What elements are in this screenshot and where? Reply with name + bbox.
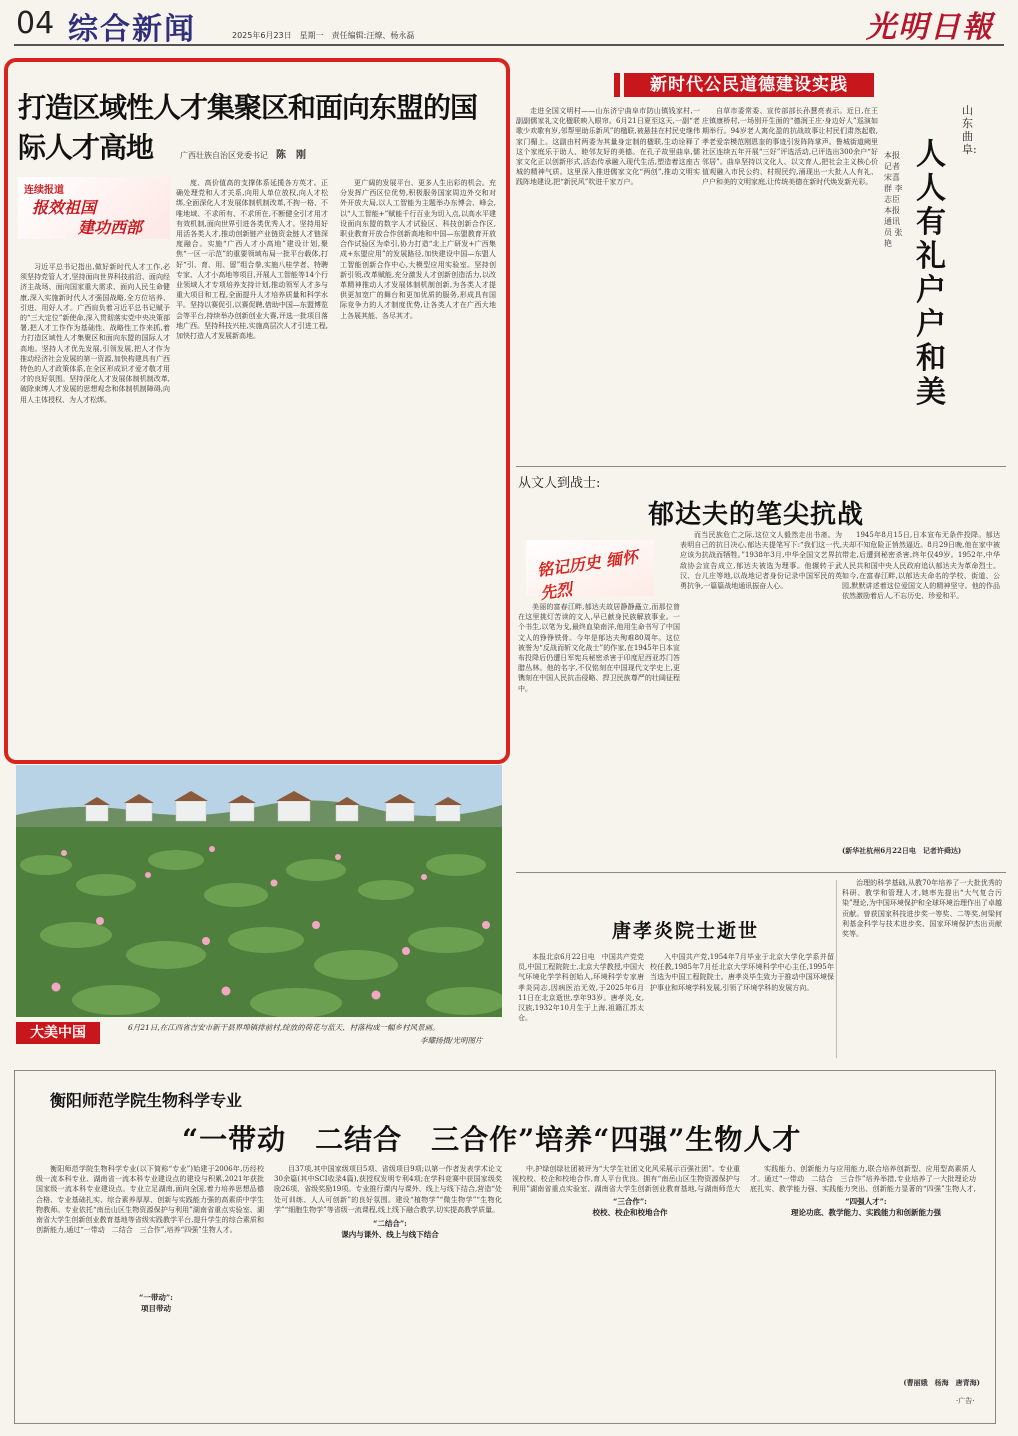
ad-col4-text: 实践能力、创新能力与应用能力,联合培养创新型、应用型高素质人才。通过“一带动 二结合 三合作”培养举措,专业培养了一大批理论功底扎实、教学能力强、实践能力突出、创新能力显著的“四强”生物人才, <box>750 1165 976 1194</box>
ad-subhead-1: “一带动”: 项目带动 <box>139 1293 173 1313</box>
ad-column-2a <box>274 1164 502 1214</box>
ad-column-3b <box>512 1222 740 1410</box>
ad-column-1b <box>36 1320 264 1410</box>
yu-col1-text: 美丽的富春江畔,郁达夫故居静静矗立,而那位曾在这里挑灯苦读的文人,早已献身民族解放事业。一个书生,以笔为戈,最终血染南洋,他用生命书写了中国文人的铮铮铁骨。今年是郁达夫殉难80周年。这位被誉为“反战而斩文化战士”的作家,在1945年日本宣布投降后仍遭日军宪兵秘密杀害于印度尼西亚苏门答腊丛林。他的名字,不仅铭刻在中国现代文学史上,更镌刻在中国人民抗击侵略、捍卫民族尊严的壮阔征程中。 <box>518 603 680 693</box>
yu-column-1 <box>518 602 680 862</box>
ad-kicker: 衡阳师范学院生物科学专业 <box>50 1091 243 1110</box>
photo-column-label: 大美中国 <box>16 1022 100 1044</box>
lead-col1-text: 习近平总书记指出,做好新时代人才工作,必须坚持党管人才,坚持面向世界科技前沿、面向经济主战场、面向国家重大需求、面向人民生命健康,深入实施新时代人才强国战略,全方位培养、引进、用好人才。广西肩负着习近平总书记赋予的“三大定位”新使命,深入贯彻落实党中央决策部署,把人才工作作为基础性、战略性工作来抓,着力打造区域性人才集聚区和面向东盟的国际人才高地。坚持人才优先发展,引领发展,把人才作为推动经济社会发展的第一资源,加快构建具有广西特色的人才政策体系,在全区形成识才爱才敬才用才的良好氛围。坚持深化人才发展体制机制改革,破除束缚人才发展的思想观念和体制机制障碍,向用人主体授权、为人才松绑。 <box>20 263 170 404</box>
obituary-headline[interactable]: 唐孝炎院士逝世 <box>612 920 760 942</box>
ad-column-4b <box>750 1222 976 1392</box>
byline-name: 陈 刚 <box>276 150 306 161</box>
memory-badge <box>526 540 654 603</box>
civic-headline[interactable]: 人人有礼 户户和美 <box>916 137 976 410</box>
ad-subhead-4: “四强人才”: 理论功底、教学能力、实践能力和创新能力强 <box>791 1197 941 1217</box>
ad-headline[interactable]: “一带动 二结合 三合作”培养“四强”生物人才 <box>182 1123 802 1156</box>
yu-column-2 <box>680 530 842 862</box>
byline-org: 广西壮族自治区党委书记 <box>180 151 268 160</box>
yu-col3-text: 1945年8月15日,日本宣布无条件投降。郁达夫却不知危险正悄然逼近。8月29日晚,他在家中被带走,后遭到秘密杀害,终年仅49岁。1952年,中华人民共和国中央人民政府追认郁达夫为革命烈士。如今,在富春江畔,以郁达夫命名的学校、街道、公园,默默讲述着这位爱国文人的精神坚守。他的作品依然激励着后人,不忘历史、珍爱和平。 <box>842 531 1000 601</box>
ad-signoff: (曹丽娥 杨海 唐青海) <box>903 1378 980 1387</box>
memory-badge-text: 铭记历史 缅怀先烈 <box>535 547 640 603</box>
civic-column-1 <box>516 106 700 450</box>
header-rule <box>14 44 1004 46</box>
page-number: 04 <box>16 6 55 41</box>
lead-column-2 <box>176 178 328 744</box>
civic-kicker: 山东曲阜: <box>962 104 977 156</box>
lead-column-1 <box>20 262 170 742</box>
ad-col1-text: 衡阳师范学院生物科学专业(以下简称“专业”)始建于2006年,历经校级一流本科专业、湖南省一流本科专业建设点的建设与积累,2021年获批国家级一流本科专业建设点。专业立足湖南,面向全国,着力培养思想品德合格、专业基础扎实、综合素养厚厚、创新与实践能力强的高素质中学生物教师。专业依托“南岳山区生物资源保护与利用”湖南省重点实验室、湖南省大学生创新创业教育基地等省级实践教学平台,提升学生的综合素质和创新能力,通过“一带动 二结合 三合作”,培养“四强”生物人才。 <box>36 1165 264 1235</box>
series-badge-line2: 报效祖国 <box>32 198 97 217</box>
ad-marker: ·广告· <box>956 1397 975 1405</box>
yu-headline[interactable]: 郁达夫的笔尖抗战 <box>648 500 865 530</box>
obit-col1-text: 本报北京6月22日电 中国共产党党员,中国工程院院士,北京大学教授,中国大气环境化学学科创始人,环境科学专家唐孝炎同志,因病医治无效,于2025年6月11日在北京逝世,享年93岁。唐孝炎,女,汉族,1932年10月生于上海,祖籍江苏太仓。 <box>518 953 644 1023</box>
civic-column-2 <box>702 106 878 450</box>
ad-col3-text: 中,护绿创绿社团被评为“大学生社团文化风采展示百强社团”。专业重视校校、校企和校地合作,育人平台优良。拥有“南岳山区生物资源保护与利用”湖南省重点实验室、湖南省大学生创新创业教育基地,与湖南师范大 <box>512 1165 740 1194</box>
obituary-column-1 <box>518 952 644 1058</box>
ad-column-3a <box>512 1164 740 1194</box>
civic-banner: 新时代公民道德建设实践 <box>624 73 874 97</box>
obituary-column-2 <box>650 952 834 1058</box>
lead-column-3 <box>340 178 496 744</box>
ad-subhead-2: “二结合”: 课内与课外、线上与线下结合 <box>341 1219 439 1239</box>
section-title: 综合新闻 <box>68 12 196 47</box>
issue-meta: 2025年6月23日 星期一 责任编辑:汪燎、杨永磊 <box>232 31 415 40</box>
obituary-column-3 <box>842 878 1002 1058</box>
series-badge-line1: 连续报道 <box>24 185 64 196</box>
yu-kicker: 从文人到战士: <box>518 476 601 491</box>
civic-col1-text: 走进全国文明村——山东济宁曲阜市防山镇钱家村,一副副儒家礼文化楹联映入眼帘。6月21日夏至这天,一副“老歌少欢歌有岁,邻帮里助乐新风”的楹联,被悬挂在村民史继伟家门楣上。这副由村两委为其量身定制的楹联,生动诠释了这个家庭乐于助人、睦邻友好的美德。在孔子故里曲阜,儒家文化正以创新形式,活态传承融入现代生活,塑造着这座古城的精神气质。这里深入推进儒家文化“两创”,推动文明实践阵地建设,把“新民风”吹进千家万户。 <box>516 107 700 187</box>
yu-divider <box>516 872 1006 873</box>
ad-subhead-3: “三合作”: 校校、校企和校地合作 <box>592 1197 668 1217</box>
ad-column-4a <box>750 1164 976 1194</box>
photo-credit: 李耀扬摄/光明图片 <box>420 1036 483 1045</box>
yu-signoff: (新华社杭州6月22日电 记者许舜达) <box>842 846 962 855</box>
ad-col2-text: 目37项,其中国家级项目5项、省级项目9项;以第一作者发表学术论文30余篇(其中SCI收录4篇),获授权发明专利4项;在学科竞赛中获国家级奖励26项、省级奖励19项。专业推行课内与课外、线上与线下结合,营造“处处可训练、人人可创新”的良好氛围。建设“植物学”“微生物学”“生物化学”“细胞生物学”等省级一流课程,线上线下融合教学,切实提高教学质量。 <box>274 1165 502 1214</box>
lead-headline[interactable]: 打造区域性人才集聚区和面向东盟的国际人才高地 <box>18 91 478 164</box>
obituary-divider <box>836 880 837 1058</box>
lotus-village-photo <box>16 765 502 1017</box>
civic-reporters: 本报记者 宋喜群 李志臣 本报通讯员 张艳 <box>884 151 903 248</box>
series-badge-line3: 建功西部 <box>78 218 143 237</box>
ad-column-1 <box>36 1164 264 1284</box>
photo-caption: 6月21日,在江西省吉安市新干县界埠镇排前村,绽放的荷花与蓝天、村落构成一幅乡村风景画。 <box>128 1023 440 1032</box>
newspaper-logo: 光明日報 <box>866 10 994 45</box>
series-badge <box>18 177 170 239</box>
obit-col3-text: 治理的科学基础,从教70年培养了一大批优秀的科研、教学和管理人才,她率先提出“大气复合污染”理论,为中国环境保护和全球环境治理作出了卓越贡献。曾获国家科技进步奖一等奖、二等奖,何梁何利基金科学与技术进步奖、国家环境保护杰出贡献奖等。 <box>842 879 1002 939</box>
lead-col2-text: 度、高价值高的支撑体系延揽各方英才。正确处理党和人才关系,向用人单位放权,向人才松绑,全面深化人才发展体制机制改革,不拘一格、不唯地域、不求所有、不求所在,不断健全引才用才有效机制,面向世界引进各类优秀人才。坚持用好用活各类人才,推动创新链产业链资金链人才链深度融合。实施“广西人才小高地”建设计划,聚焦“一区一示范”的重要领域布局一批平台载体,打好“引、育、用、留”组合拳,实施八桂学者、特聘专家、人才小高地等项目,开展人工智能等14个行业领域人才专项培养支持计划,推动领军人才多与重大项目和工程,全面提升人才培养质量和科学水平。坚持以赛促引,以赛促聘,借助中国—东盟博览会等平台,持续举办创新创业大赛,评选一批项目落地广西。坚持科技兴桂,实施高层次人才引进工程,加快打造人才发展新高地。 <box>176 179 328 341</box>
civic-divider <box>516 466 1006 467</box>
yu-column-3 <box>842 530 1000 848</box>
civic-col2-text: 自草市委常委、宣传部部长孙慧亮表示。近日,在王庄镇康桥村,一场别开生面的“德润王庄·身边好人”巡演如期举行。94岁老人寓化盈的抗战故事让村民们肃然起敬,孝老爱亲模范刚恩奎的事迹引发阵阵掌声。鲁城街道阙里社区连续五年开展“三好”评选活动,已评选出300余户“好邻居”。曲阜坚持以文化人、以文育人,把社会主义核心价值观融入市民公约、村规民约,涌现出一大批人人有礼、户户和美的文明家庭,让传统美德在新时代焕发新光彩。 <box>702 107 878 187</box>
lotus-village-photo-drawing <box>16 765 502 1017</box>
obit-col2-text: 入中国共产党,1954年7月毕业于北京大学化学系并留校任教,1985年7月任北京大学环境科学中心主任,1995年当选为中国工程院院士。唐孝炎毕生致力于推动中国环境保护事业和环境学科发展,引领了环境学科的发展方向。 <box>650 953 834 992</box>
lead-col3-text: 更广阔的发展平台、更多人生出彩的机会。充分发挥广西区位优势,积极服务国家周边外交和对外开放大局,以人工智能为主题举办东博会、峰会,以“人工智能+”赋能千行百业为切入点,以高水平建设面向东盟的数字人才试验区、科技创新合作区,职业教育开放合作创新高地和中国—东盟教育开放合作试验区为牵引,协力打造“北上广研发+广西集成+东盟应用”的发展路径,加快建设中国—东盟人工智能创新合作中心,大模型应用实验室。坚持创新引领,改革赋能,充分激发人才创新创造活力,以改革精神推动人才发展体制机制创新,为各类人才提供更加宽广的舞台和更加优质的服务,形成具有国际竞争力的人才制度优势,让各类人才在广西大地上各展其能、各尽其才。 <box>340 179 496 320</box>
lead-byline <box>180 146 306 161</box>
yu-col2-text: 而当民族危亡之际,这位文人毅然走出书斋。为表明自己的抗日决心,郁达夫提笔写下:“我们这一代,应该为抗战而牺牲。”1938年3月,中华全国文艺界抗敌协会宣告成立,郁达夫被选为理事。他辗转于武汉、台儿庄等地,以战地记者身份记录中国军民的英勇抗争,一篇篇战地通讯振奋人心。 <box>680 531 842 591</box>
ad-column-2b <box>274 1246 502 1410</box>
